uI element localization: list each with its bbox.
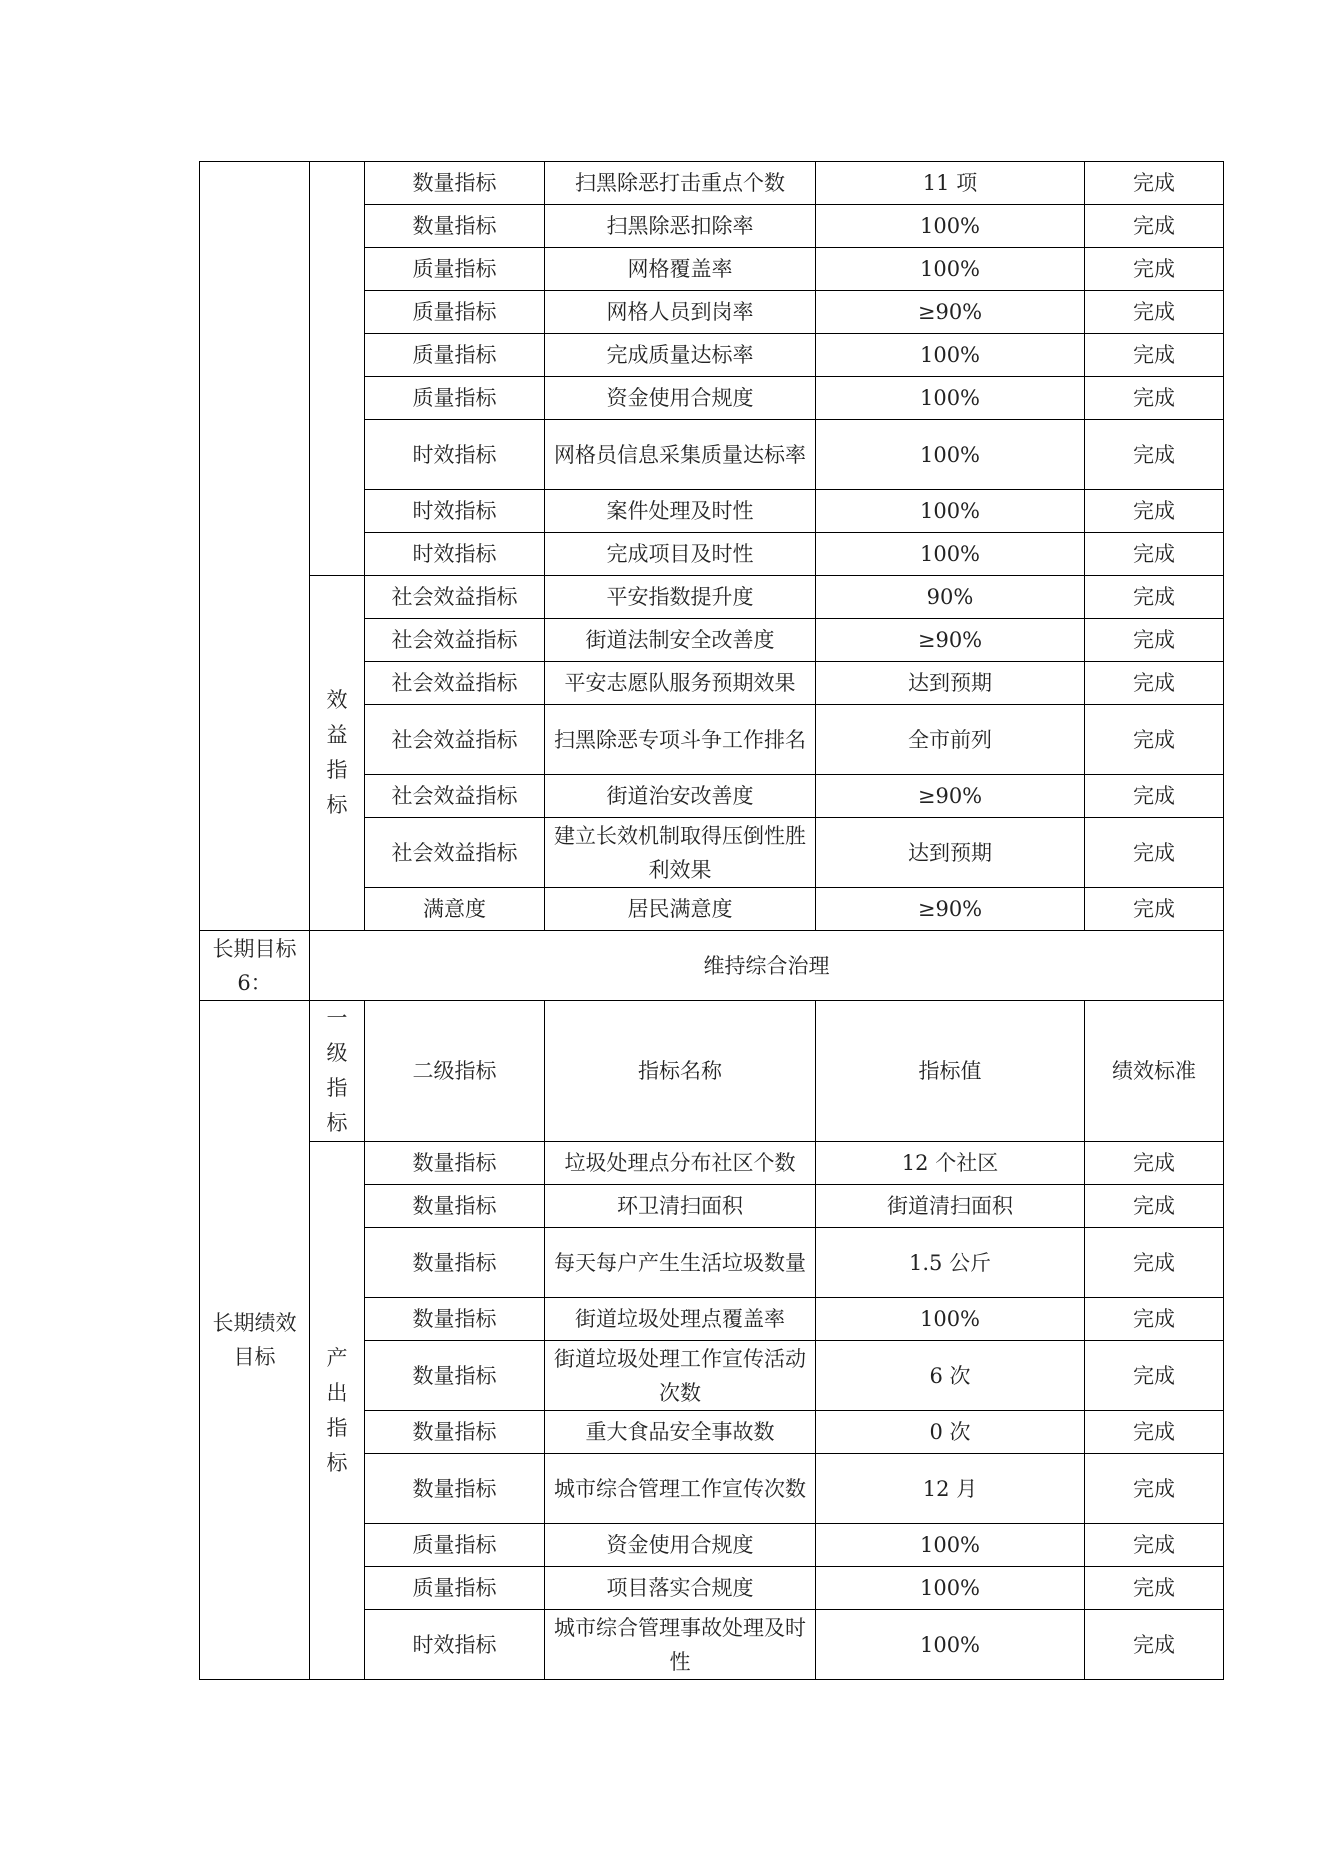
standard-cell: 完成 <box>1085 576 1224 619</box>
level2-cell: 数量指标 <box>365 1411 545 1454</box>
benefit-label: 效益指标 <box>326 688 348 817</box>
indicator-name-cell: 网格员信息采集质量达标率 <box>545 420 816 490</box>
level2-cell: 数量指标 <box>365 1142 545 1185</box>
level2-cell: 社会效益指标 <box>365 775 545 818</box>
indicator-name-cell: 每天每户产生生活垃圾数量 <box>545 1228 816 1298</box>
long-term-goal-label: 长期目标6： <box>200 931 310 1001</box>
indicator-value-cell: 100% <box>816 377 1085 420</box>
level2-cell: 数量指标 <box>365 1298 545 1341</box>
output-label: 产出指标 <box>326 1345 348 1475</box>
level2-cell: 数量指标 <box>365 1228 545 1298</box>
level2-cell: 时效指标 <box>365 533 545 576</box>
standard-cell: 完成 <box>1085 162 1224 205</box>
indicator-value-cell: 达到预期 <box>816 818 1085 888</box>
section-b-label: 长期绩效目标 <box>200 1001 310 1680</box>
indicator-value-cell: 0 次 <box>816 1411 1085 1454</box>
standard-cell: 完成 <box>1085 1454 1224 1524</box>
indicator-name-cell: 居民满意度 <box>545 888 816 931</box>
indicator-name-cell: 扫黑除恶扣除率 <box>545 205 816 248</box>
standard-cell: 完成 <box>1085 377 1224 420</box>
long-term-goal-content: 维持综合治理 <box>310 931 1224 1001</box>
level2-cell: 时效指标 <box>365 490 545 533</box>
standard-cell: 完成 <box>1085 1341 1224 1411</box>
indicator-name-cell: 街道垃圾处理点覆盖率 <box>545 1298 816 1341</box>
indicator-value-cell: ≥90% <box>816 888 1085 931</box>
level2-cell: 质量指标 <box>365 377 545 420</box>
standard-cell: 完成 <box>1085 1567 1224 1610</box>
indicator-name-cell: 垃圾处理点分布社区个数 <box>545 1142 816 1185</box>
level2-cell: 数量指标 <box>365 162 545 205</box>
indicator-name-cell: 重大食品安全事故数 <box>545 1411 816 1454</box>
level2-cell: 质量指标 <box>365 1524 545 1567</box>
standard-cell: 完成 <box>1085 1610 1224 1680</box>
section-b-output-label-cell <box>310 1142 365 1680</box>
name-header: 指标名称 <box>545 1001 816 1142</box>
standard-cell: 完成 <box>1085 205 1224 248</box>
standard-cell: 完成 <box>1085 533 1224 576</box>
indicator-name-cell: 平安指数提升度 <box>545 576 816 619</box>
standard-cell: 完成 <box>1085 1524 1224 1567</box>
indicator-name-cell: 扫黑除恶专项斗争工作排名 <box>545 705 816 775</box>
indicator-value-cell: 12 个社区 <box>816 1142 1085 1185</box>
standard-cell: 完成 <box>1085 420 1224 490</box>
indicator-value-cell: 100% <box>816 490 1085 533</box>
level1-header-cell <box>310 1001 365 1142</box>
indicator-value-cell: 100% <box>816 533 1085 576</box>
level2-cell: 时效指标 <box>365 420 545 490</box>
standard-cell: 完成 <box>1085 248 1224 291</box>
level2-cell: 数量指标 <box>365 205 545 248</box>
level2-header: 二级指标 <box>365 1001 545 1142</box>
indicator-value-cell: 100% <box>816 1567 1085 1610</box>
indicator-name-cell: 街道治安改善度 <box>545 775 816 818</box>
standard-cell: 完成 <box>1085 818 1224 888</box>
benefit-label-cell <box>310 576 365 931</box>
level2-cell: 数量指标 <box>365 1341 545 1411</box>
section-b-header-row <box>200 1001 1224 1142</box>
level2-cell: 社会效益指标 <box>365 662 545 705</box>
indicator-name-cell: 完成项目及时性 <box>545 533 816 576</box>
level2-cell: 数量指标 <box>365 1185 545 1228</box>
indicator-value-cell: 100% <box>816 1610 1085 1680</box>
standard-header: 绩效标准 <box>1085 1001 1224 1142</box>
indicator-name-cell: 项目落实合规度 <box>545 1567 816 1610</box>
indicator-value-cell: 100% <box>816 248 1085 291</box>
performance-table <box>199 161 1224 1680</box>
table-row <box>200 576 1224 619</box>
standard-cell: 完成 <box>1085 1228 1224 1298</box>
indicator-value-cell: 100% <box>816 420 1085 490</box>
long-term-goal-row <box>200 931 1224 1001</box>
indicator-name-cell: 环卫清扫面积 <box>545 1185 816 1228</box>
indicator-value-cell: 11 项 <box>816 162 1085 205</box>
standard-cell: 完成 <box>1085 662 1224 705</box>
level2-cell: 质量指标 <box>365 291 545 334</box>
level2-cell: 社会效益指标 <box>365 818 545 888</box>
indicator-value-cell: 6 次 <box>816 1341 1085 1411</box>
standard-cell: 完成 <box>1085 334 1224 377</box>
indicator-value-cell: 90% <box>816 576 1085 619</box>
indicator-name-cell: 建立长效机制取得压倒性胜利效果 <box>545 818 816 888</box>
indicator-name-cell: 案件处理及时性 <box>545 490 816 533</box>
standard-cell: 完成 <box>1085 888 1224 931</box>
indicator-name-cell: 城市综合管理事故处理及时性 <box>545 1610 816 1680</box>
standard-cell: 完成 <box>1085 490 1224 533</box>
indicator-value-cell: 1.5 公斤 <box>816 1228 1085 1298</box>
table-row <box>200 162 1224 205</box>
indicator-name-cell: 平安志愿队服务预期效果 <box>545 662 816 705</box>
level2-cell: 质量指标 <box>365 334 545 377</box>
level2-cell: 社会效益指标 <box>365 619 545 662</box>
level2-cell: 社会效益指标 <box>365 576 545 619</box>
indicator-value-cell: ≥90% <box>816 619 1085 662</box>
value-header: 指标值 <box>816 1001 1085 1142</box>
standard-cell: 完成 <box>1085 619 1224 662</box>
indicator-value-cell: 达到预期 <box>816 662 1085 705</box>
level1-header: 一级指标 <box>326 1006 348 1135</box>
indicator-name-cell: 网格人员到岗率 <box>545 291 816 334</box>
standard-cell: 完成 <box>1085 1185 1224 1228</box>
indicator-name-cell: 街道垃圾处理工作宣传活动次数 <box>545 1341 816 1411</box>
indicator-value-cell: 12 月 <box>816 1454 1085 1524</box>
table-row <box>200 1142 1224 1185</box>
indicator-value-cell: 100% <box>816 205 1085 248</box>
indicator-name-cell: 资金使用合规度 <box>545 1524 816 1567</box>
indicator-name-cell: 街道法制安全改善度 <box>545 619 816 662</box>
standard-cell: 完成 <box>1085 1142 1224 1185</box>
standard-cell: 完成 <box>1085 291 1224 334</box>
standard-cell: 完成 <box>1085 1411 1224 1454</box>
standard-cell: 完成 <box>1085 705 1224 775</box>
standard-cell: 完成 <box>1085 775 1224 818</box>
indicator-name-cell: 资金使用合规度 <box>545 377 816 420</box>
indicator-value-cell: 100% <box>816 1298 1085 1341</box>
level2-cell: 质量指标 <box>365 1567 545 1610</box>
level2-cell: 数量指标 <box>365 1454 545 1524</box>
standard-cell: 完成 <box>1085 1298 1224 1341</box>
indicator-value-cell: 100% <box>816 334 1085 377</box>
indicator-value-cell: ≥90% <box>816 291 1085 334</box>
level2-cell: 社会效益指标 <box>365 705 545 775</box>
level2-cell: 满意度 <box>365 888 545 931</box>
indicator-value-cell: 街道清扫面积 <box>816 1185 1085 1228</box>
level2-cell: 时效指标 <box>365 1610 545 1680</box>
indicator-name-cell: 扫黑除恶打击重点个数 <box>545 162 816 205</box>
indicator-name-cell: 城市综合管理工作宣传次数 <box>545 1454 816 1524</box>
indicator-name-cell: 网格覆盖率 <box>545 248 816 291</box>
section-a-output-label-cell <box>310 162 365 576</box>
section-a-label-cell <box>200 162 310 931</box>
indicator-value-cell: 100% <box>816 1524 1085 1567</box>
indicator-value-cell: 全市前列 <box>816 705 1085 775</box>
level2-cell: 质量指标 <box>365 248 545 291</box>
indicator-name-cell: 完成质量达标率 <box>545 334 816 377</box>
indicator-value-cell: ≥90% <box>816 775 1085 818</box>
